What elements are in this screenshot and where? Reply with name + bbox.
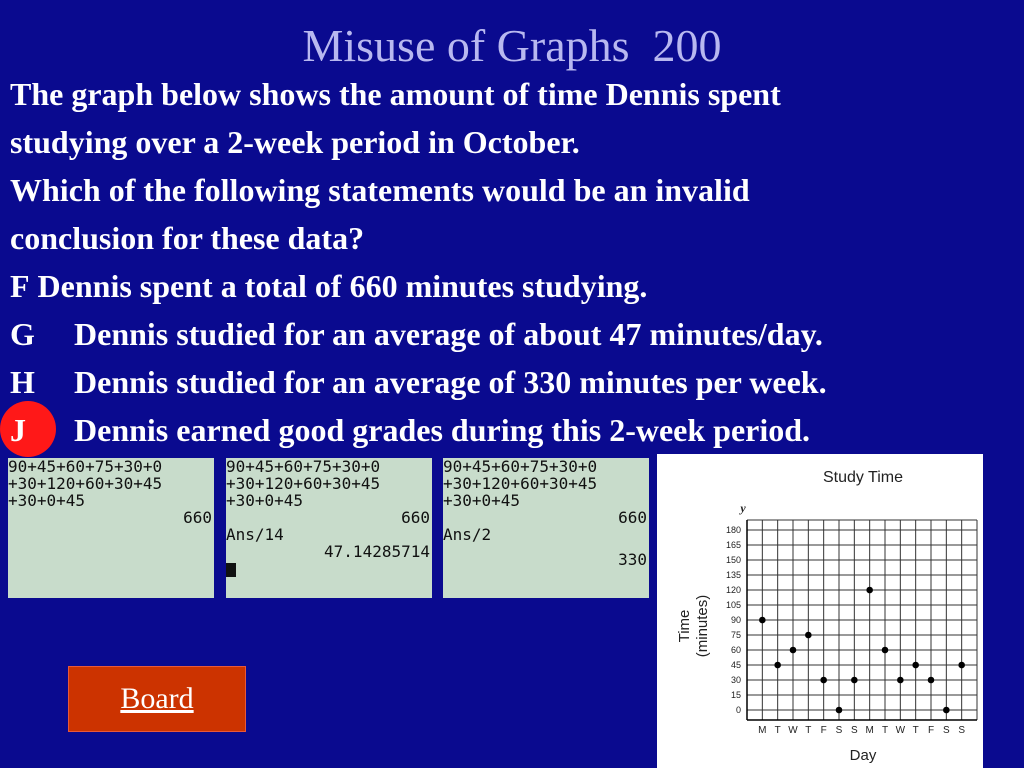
question-text <box>10 70 1020 454</box>
data-point <box>805 632 812 639</box>
calc-result: 660 <box>618 508 647 527</box>
answer-marker <box>10 406 74 454</box>
calc-expr: +30+120+60+30+45 <box>226 474 381 493</box>
answer-circle-icon <box>0 401 56 457</box>
y-tick-label: 15 <box>730 690 741 700</box>
x-tick-label: W <box>788 725 798 736</box>
data-point <box>790 647 797 654</box>
calc-second-expr: Ans/14 <box>226 525 284 544</box>
y-tick-label: 105 <box>725 600 741 610</box>
calc-result: 660 <box>401 508 430 527</box>
y-tick-label: 165 <box>725 540 741 550</box>
data-point <box>912 662 919 669</box>
calc-expr: +30+120+60+30+45 <box>8 474 163 493</box>
x-tick-label: M <box>758 725 767 736</box>
calc-second-result: 47.14285714 <box>324 542 430 561</box>
x-tick-label: S <box>850 725 858 736</box>
data-point <box>774 662 781 669</box>
y-tick-label: 75 <box>730 630 741 640</box>
x-tick-label: F <box>820 725 827 736</box>
data-point <box>820 677 827 684</box>
data-point <box>882 647 889 654</box>
study-time-chart <box>657 454 983 768</box>
y-tick-label: 90 <box>730 615 741 625</box>
x-tick-label: S <box>835 725 843 736</box>
y-axis-label-line: (minutes) <box>694 594 711 658</box>
option-j <box>10 406 1020 454</box>
question-line: studying over a 2-week period in October. <box>10 124 580 160</box>
x-tick-label: S <box>958 725 966 736</box>
x-tick-label: T <box>774 725 781 736</box>
calc-expr: 90+45+60+75+30+0 <box>8 458 163 476</box>
option-text: Dennis earned good grades during this 2-week period. <box>74 412 811 448</box>
calc-result: 660 <box>183 508 212 527</box>
question-line: The graph below shows the amount of time Dennis spent <box>10 76 781 112</box>
calculator-screen-3 <box>443 458 649 598</box>
y-tick-label: 150 <box>725 555 741 565</box>
x-tick-label: M <box>865 725 874 736</box>
calc-second-expr: Ans/2 <box>443 525 492 544</box>
board-button[interactable] <box>68 666 246 732</box>
y-axis-letter: y <box>740 501 746 515</box>
option-letter: G <box>10 316 35 352</box>
y-tick-label: 120 <box>725 585 741 595</box>
option-f <box>10 262 1020 310</box>
x-tick-label: W <box>895 725 906 736</box>
data-point <box>759 617 766 624</box>
x-tick-label: T <box>881 725 889 736</box>
calc-expr: +30+0+45 <box>443 491 521 510</box>
y-tick-label: 180 <box>725 525 741 535</box>
cursor-icon <box>226 563 236 577</box>
x-tick-label: S <box>942 725 950 736</box>
option-text: Dennis studied for an average of about 47 minutes/day. <box>74 316 823 352</box>
y-tick-label: 30 <box>730 675 741 685</box>
data-point <box>928 677 935 684</box>
calculator-screen-1 <box>8 458 214 598</box>
question-line: conclusion for these data? <box>10 220 365 256</box>
chart-grid <box>747 520 977 720</box>
slide-title: Misuse of Graphs 200 <box>302 20 722 71</box>
calc-expr: +30+0+45 <box>226 491 304 510</box>
data-point <box>851 677 858 684</box>
board-link[interactable]: Board <box>120 682 194 715</box>
option-text: Dennis spent a total of 660 minutes studying. <box>37 268 648 304</box>
x-tick-label: F <box>927 725 935 736</box>
option-letter: J <box>10 412 26 448</box>
calc-expr: 90+45+60+75+30+0 <box>443 458 598 476</box>
question-line: Which of the following statements would be an invalid <box>10 172 750 208</box>
option-g <box>10 310 1020 358</box>
calc-expr: +30+120+60+30+45 <box>443 474 598 493</box>
x-tick-labels <box>758 725 965 736</box>
y-tick-label: 135 <box>725 570 741 580</box>
y-tick-label: 45 <box>730 660 741 670</box>
y-axis-label-line: Time <box>676 609 693 643</box>
y-tick-label: 0 <box>735 705 741 715</box>
x-tick-label: T <box>912 725 919 736</box>
data-point <box>958 662 965 669</box>
x-tick-label: T <box>805 725 812 736</box>
y-tick-label: 60 <box>730 645 741 655</box>
calculator-screen-2 <box>226 458 432 598</box>
option-h <box>10 358 1020 406</box>
option-text: Dennis studied for an average of 330 minutes per week. <box>74 364 827 400</box>
data-point <box>897 677 904 684</box>
data-point <box>943 707 950 714</box>
calc-second-result: 330 <box>618 550 647 569</box>
data-point <box>866 587 873 594</box>
calc-expr: 90+45+60+75+30+0 <box>226 458 381 476</box>
option-letter: H <box>10 364 35 400</box>
x-axis-label: Day <box>849 747 877 764</box>
calc-expr: +30+0+45 <box>8 491 86 510</box>
option-letter: F <box>10 268 30 304</box>
data-point <box>836 707 843 714</box>
y-tick-labels <box>726 525 741 715</box>
chart-svg <box>657 454 983 768</box>
y-axis-label <box>676 595 711 658</box>
chart-title: Study Time <box>822 469 904 486</box>
